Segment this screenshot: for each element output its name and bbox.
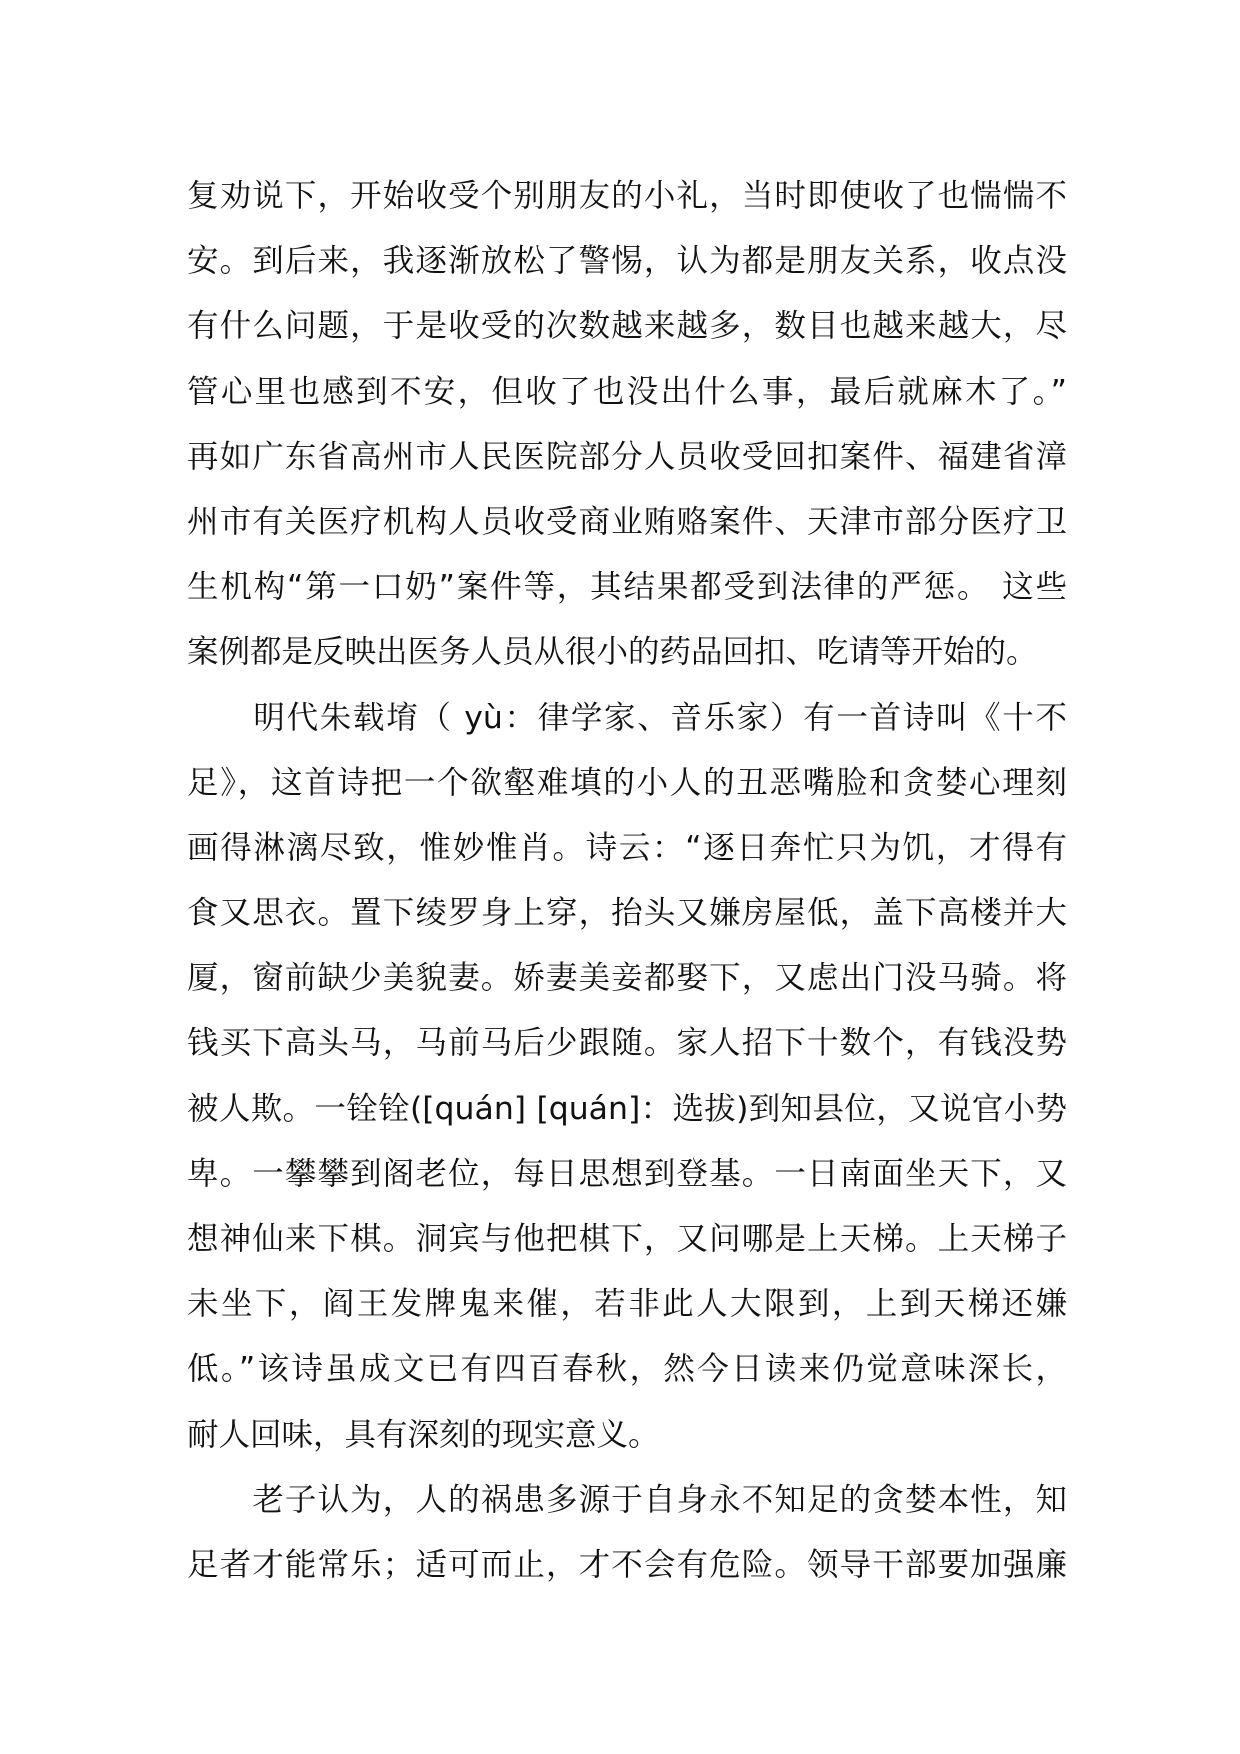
- paragraph-3: [187, 1468, 1067, 1598]
- text-line: 老子认为，人的祸患多源于自身永不知足的贪婪本性，知: [187, 1481, 1067, 1518]
- text-line: 足》，这首诗把一个欲壑难填的小人的丑恶嘴脸和贪婪心理刻: [187, 764, 1067, 801]
- document-body: [187, 164, 1067, 1598]
- paragraph-2: [187, 686, 1067, 1468]
- text-line: 卑。一攀攀到阁老位，每日思想到登基。一日南面坐天下，又: [187, 1155, 1067, 1192]
- text-line: 厦，窗前缺少美貌妻。娇妻美妾都娶下，又虑出门没马骑。将: [187, 960, 1067, 997]
- text-line: 管心里也感到不安，但收了也没出什么事，最后就麻木了。”: [187, 373, 1067, 410]
- text-line: 未坐下，阎王发牌鬼来催，若非此人大限到，上到天梯还嫌: [187, 1286, 1067, 1323]
- text-line: 州市有关医疗机构人员收受商业贿赂案件、天津市部分医疗卫: [187, 503, 1067, 540]
- text-line: 明代朱载堉（ yù：律学家、音乐家）有一首诗叫《十不: [187, 699, 1067, 736]
- text-line: 再如广东省高州市人民医院部分人员收受回扣案件、福建省漳: [187, 438, 1067, 475]
- text-line: 复劝说下，开始收受个别朋友的小礼，当时即使收了也惴惴不: [187, 178, 1067, 214]
- text-line: 耐人回味，具有深刻的现实意义。: [187, 1416, 660, 1453]
- text-line: 画得淋漓尽致，惟妙惟肖。诗云：“逐日奔忙只为饥，才得有: [187, 829, 1067, 866]
- text-line: 有什么问题，于是收受的次数越来越多，数目也越来越大，尽: [187, 308, 1067, 345]
- paragraph-1: [187, 164, 1067, 686]
- text-line: 生机构“第一口奶”案件等，其结果都受到法律的严惩。 这些: [187, 569, 1067, 606]
- text-line: 食又思衣。置下绫罗身上穿，抬头又嫌房屋低，盖下高楼并大: [187, 895, 1067, 932]
- text-line: 安。到后来，我逐渐放松了警惕，认为都是朋友关系，收点没: [187, 243, 1067, 280]
- text-line: 案例都是反映出医务人员从很小的药品回扣、吃请等开始的。: [187, 634, 1038, 671]
- text-line: 想神仙来下棋。洞宾与他把棋下，又问哪是上天梯。上天梯子: [187, 1221, 1067, 1257]
- text-line: 钱买下高头马，马前马后少跟随。家人招下十数个，有钱没势: [187, 1025, 1067, 1062]
- text-line: 低。”该诗虽成文已有四百春秋，然今日读来仍觉意味深长，: [187, 1351, 1067, 1388]
- text-line: 被人欺。一铨铨([quán] [quán]：选拔)到知县位，又说官小势: [187, 1090, 1067, 1127]
- text-line: 足者才能常乐；适可而止，才不会有危险。领导干部要加强廉: [187, 1546, 1067, 1583]
